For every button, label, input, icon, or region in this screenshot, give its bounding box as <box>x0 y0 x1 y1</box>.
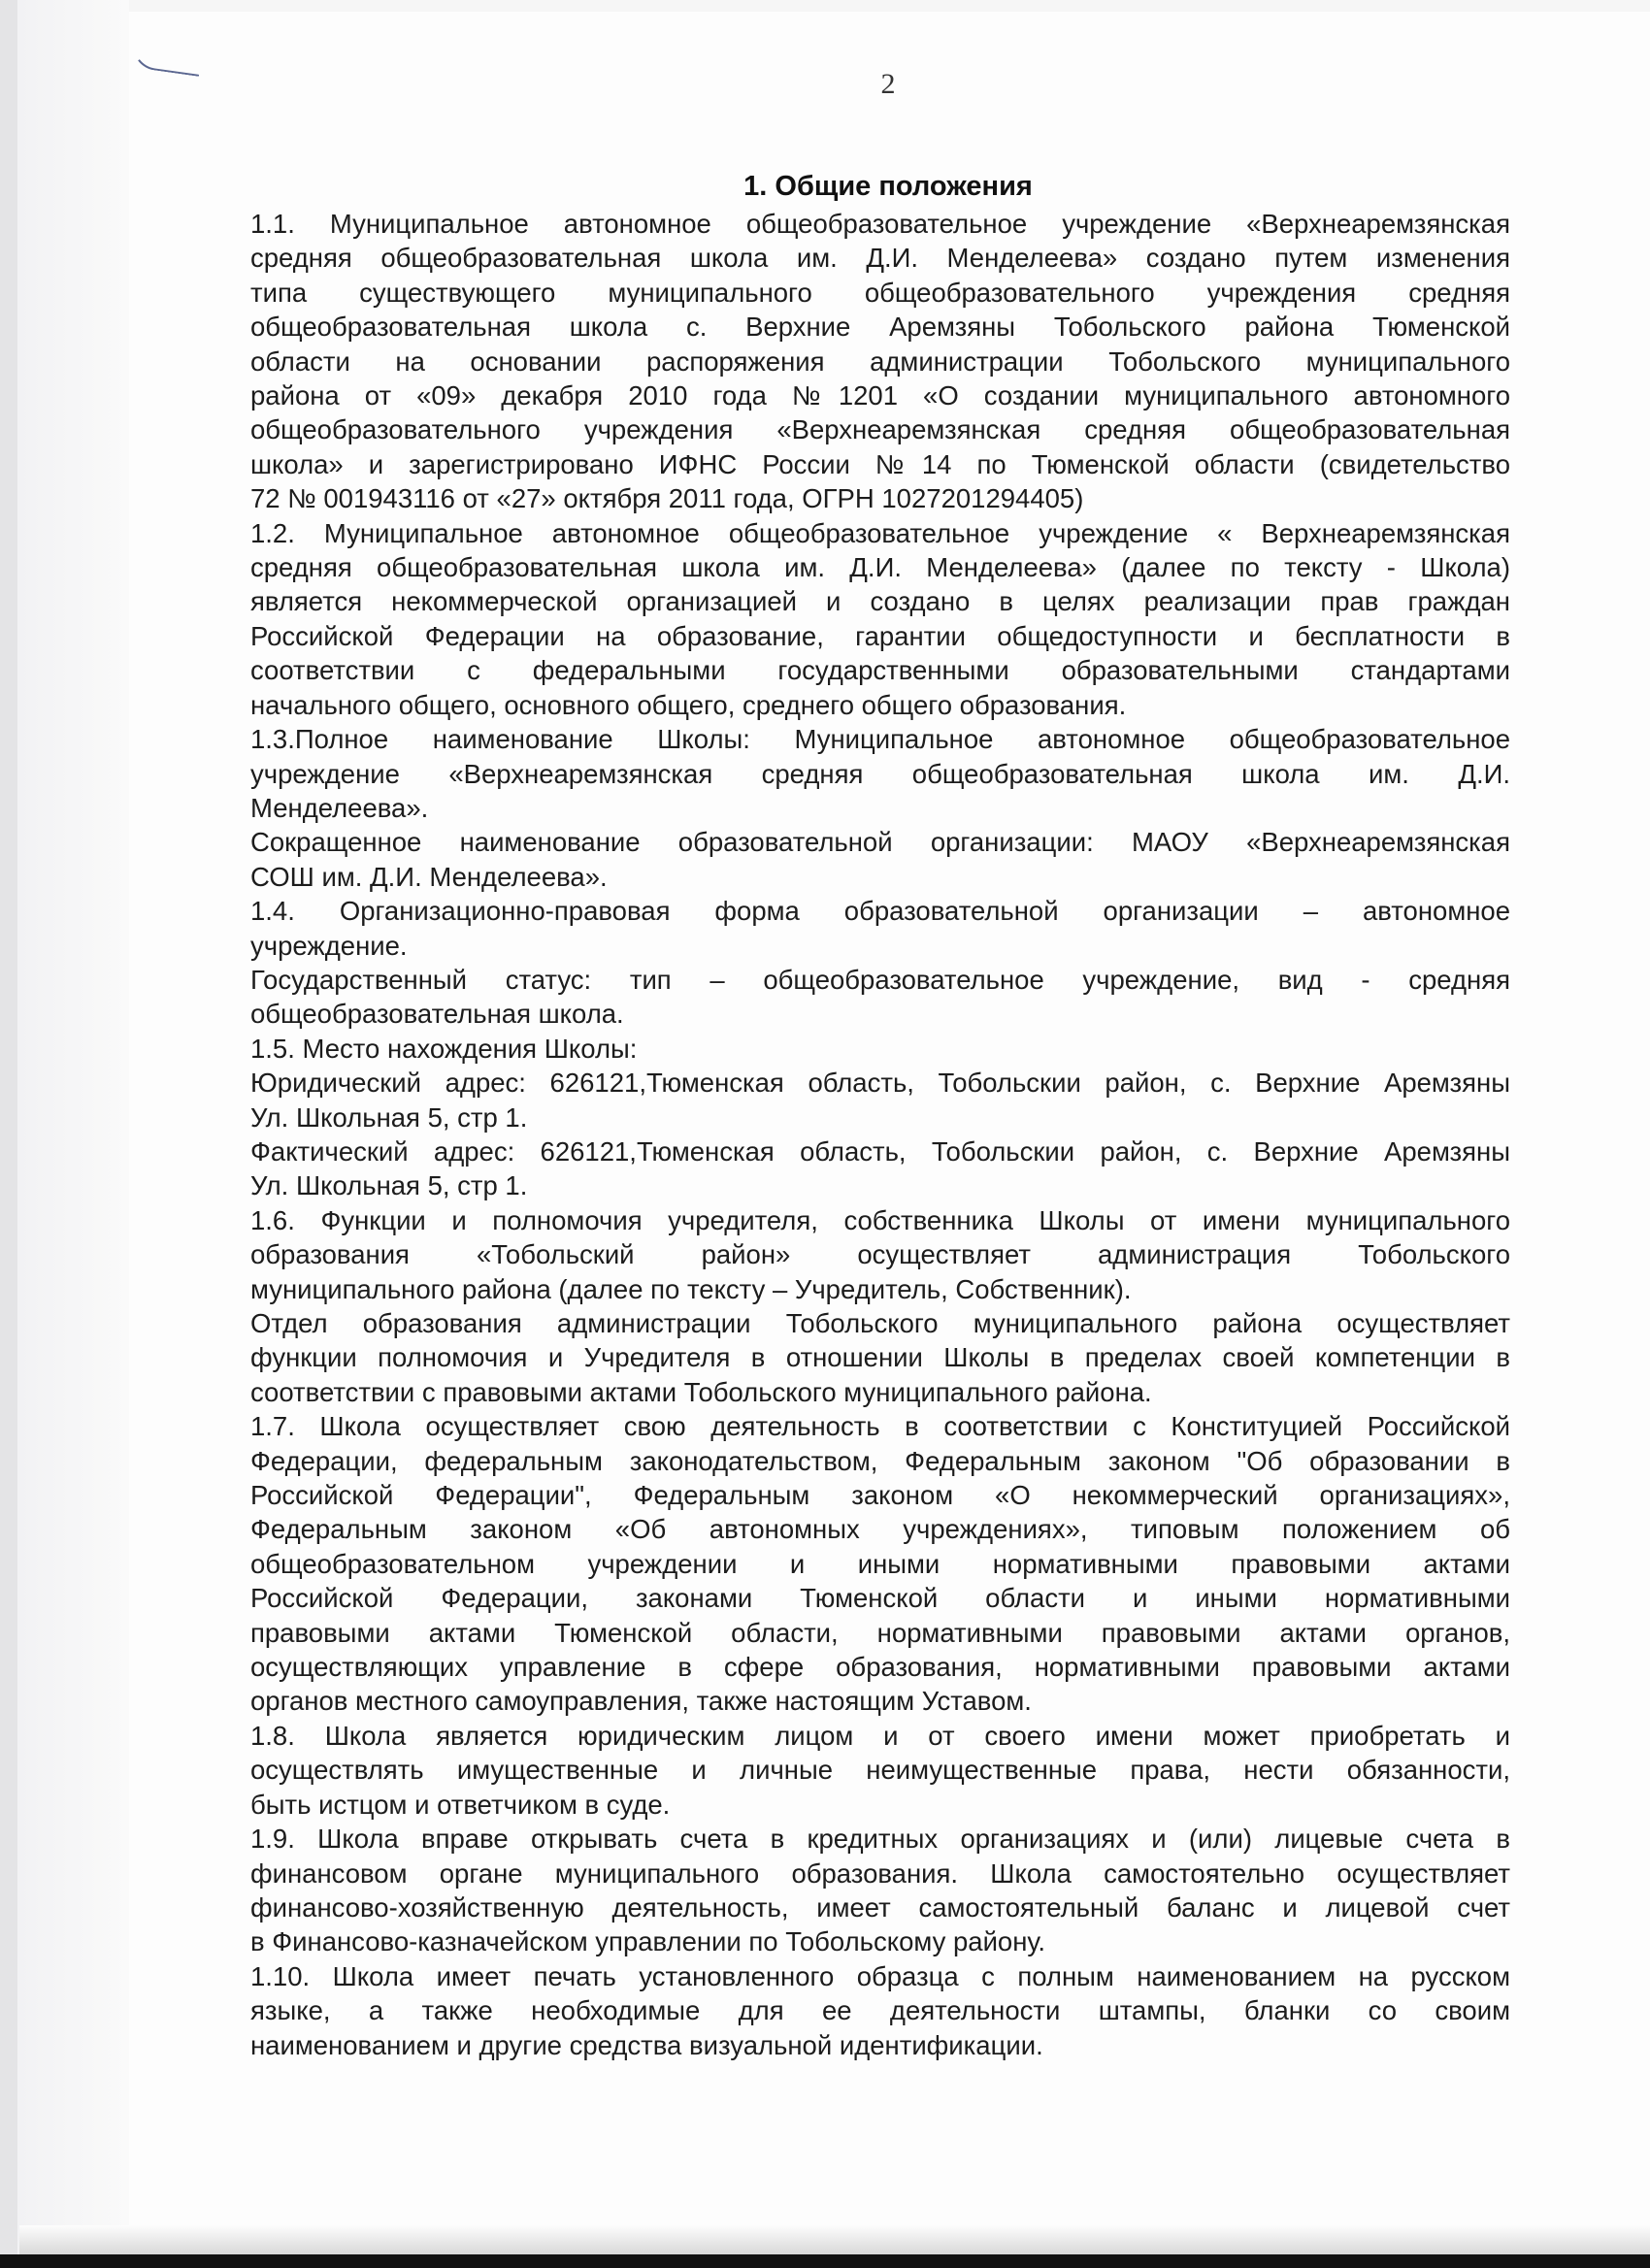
text-line: образования «Тобольский район» осуществляет администрация Тобольского <box>250 1239 1510 1270</box>
text-line: общеобразовательная школа. <box>250 999 624 1030</box>
text-line: Ул. Школьная 5, стр 1. <box>250 1101 528 1133</box>
text-line: быть истцом и ответчиком в суде. <box>250 1789 671 1820</box>
text-line: соответствии с федеральными государственными образовательными стандартами <box>250 655 1510 686</box>
text-line: начального общего, основного общего, среднего общего образования. <box>250 689 1127 720</box>
text-line: финансовом органе муниципального образования. Школа самостоятельно осуществляет <box>250 1857 1510 1889</box>
text-line: осуществляющих управление в сфере образования, нормативными правовыми актами <box>250 1652 1510 1683</box>
text-line: Отдел образования администрации Тобольского муниципального района осуществляет <box>250 1308 1510 1338</box>
text-line: типа существующего муниципального общеобразовательного учреждения средняя <box>250 277 1510 308</box>
paragraph <box>250 894 1510 963</box>
text-line: 1.5. Место нахождения Школы: <box>250 1033 638 1064</box>
paragraph <box>250 722 1510 825</box>
text-line: общеобразовательного учреждения «Верхнеаремзянская средняя общеобразовательная <box>250 414 1510 445</box>
text-line: органов местного самоуправления, также настоящим Уставом. <box>250 1686 1032 1717</box>
section-title: 1. Общие положения <box>743 171 1033 202</box>
paragraph <box>250 1032 1510 1066</box>
scan-left-edge <box>0 0 17 2268</box>
text-line: функции полномочия и Учредителя в отношении Школы в пределах своей компетенции в <box>250 1342 1510 1373</box>
paragraph <box>250 1822 1510 1959</box>
paragraph <box>250 963 1510 1032</box>
text-line: правовыми актами Тюменской области, нормативными правовыми актами органов, <box>250 1617 1510 1648</box>
paragraph <box>250 1203 1510 1306</box>
paragraph <box>250 1134 1510 1203</box>
document-body <box>250 207 1510 2062</box>
text-line: Российской Федерации на образование, гарантии общедоступности и бесплатности в <box>250 620 1510 651</box>
scan-bottom-shadow <box>19 2225 1650 2254</box>
paragraph <box>250 1409 1510 1719</box>
text-line: 1.8. Школа является юридическим лицом и от своего имени может приобретать и <box>250 1720 1510 1751</box>
text-line: района от «09» декабря 2010 года №1201 «О создании муниципального автономного <box>250 380 1510 411</box>
text-line: средняя общеобразовательная школа им. Д.И. Менделеева» создано путем изменения <box>250 243 1510 274</box>
text-line: 1.4. Организационно-правовая форма образовательной организации – автономное <box>250 896 1510 927</box>
paragraph <box>250 825 1510 894</box>
text-line: Сокращенное наименование образовательной организации: МАОУ «Верхнеаремзянская <box>250 827 1510 858</box>
text-line: 1.2. Муниципальное автономное общеобразовательное учреждение « Верхнеаремзянская <box>250 517 1510 548</box>
text-line: в Финансово-казначейском управлении по Тобольскому району. <box>250 1926 1046 1957</box>
paragraph <box>250 1306 1510 1409</box>
text-line: Российской Федерации, законами Тюменской области и иными нормативными <box>250 1583 1510 1614</box>
paragraph <box>250 1959 1510 2062</box>
text-line: 1.3.Полное наименование Школы: Муниципальное автономное общеобразовательное <box>250 724 1510 755</box>
text-line: финансово-хозяйственную деятельность, имеет самостоятельный баланс и лицевой счет <box>250 1891 1510 1923</box>
paragraph <box>250 207 1510 516</box>
text-line: 1.9. Школа вправе открывать счета в кредитных организациях и (или) лицевые счета в <box>250 1824 1510 1855</box>
text-line: учреждение. <box>250 930 408 961</box>
paragraph <box>250 1719 1510 1822</box>
text-line: 1.10. Школа имеет печать установленного образца с полным наименованием на русском <box>250 1960 1510 1991</box>
paragraph <box>250 1066 1510 1134</box>
text-line: СОШ им. Д.И. Менделеева». <box>250 861 608 892</box>
scan-binding-shadow <box>17 0 129 2268</box>
page-number: 2 <box>880 68 896 100</box>
paragraph <box>250 516 1510 722</box>
text-line: учреждение «Верхнеаремзянская средняя общеобразовательная школа им. Д.И. <box>250 758 1510 789</box>
text-line: соответствии с правовыми актами Тобольского муниципального района. <box>250 1376 1152 1407</box>
text-line: Юридический адрес: 626121,Тюменская область, Тобольскии район, с. Верхние Аремзяны <box>250 1068 1510 1099</box>
text-line: средняя общеобразовательная школа им. Д.И. Менделеева» (далее по тексту - Школа) <box>250 552 1510 583</box>
text-line: языке, а также необходимые для ее деятельности штампы, бланки со своим <box>250 1995 1510 2026</box>
scan-top-edge <box>0 0 1650 12</box>
text-line: Фактический адрес: 626121,Тюменская область, Тобольскии район, с. Верхние Аремзяны <box>250 1135 1510 1167</box>
text-line: является некоммерческой организацией и создано в целях реализации прав граждан <box>250 586 1510 617</box>
text-line: Государственный статус: тип – общеобразовательное учреждение, вид - средняя <box>250 964 1510 995</box>
text-line: общеобразовательном учреждении и иными нормативными правовыми актами <box>250 1548 1510 1579</box>
text-line: Менделеева». <box>250 792 429 823</box>
text-line: школа» и зарегистрировано ИФНС России №14 по Тюменской области (свидетельство <box>250 448 1510 479</box>
text-line: наименованием и другие средства визуальной идентификации. <box>250 2029 1043 2060</box>
text-line: муниципального района (далее по тексту – Учредитель, Собственник). <box>250 1273 1132 1304</box>
text-line: осуществлять имущественные и личные неимущественные права, нести обязанности, <box>250 1755 1510 1786</box>
text-line: области на основании распоряжения администрации Тобольского муниципального <box>250 345 1510 377</box>
text-line: Федерации, федеральным законодательством, Федеральным законом "Об образовании в <box>250 1445 1510 1476</box>
text-line: Ул. Школьная 5, стр 1. <box>250 1170 528 1201</box>
text-line: 72 № 001943116 от «27» октября 2011 года, ОГРН 1027201294405) <box>250 483 1084 514</box>
text-line: Федеральным законом «Об автономных учреждениях», типовым положением об <box>250 1514 1510 1545</box>
scan-bottom-edge <box>0 2254 1650 2268</box>
text-line: 1.1. Муниципальное автономное общеобразовательное учреждение «Верхнеаремзянская <box>250 209 1510 239</box>
text-line: Российской Федерации", Федеральным законом «О некоммерческий организациях», <box>250 1480 1510 1511</box>
text-line: общеобразовательная школа с. Верхние Аремзяны Тобольского района Тюменской <box>250 312 1510 343</box>
text-line: 1.7. Школа осуществляет свою деятельность в соответствии с Конституцией Российской <box>250 1411 1510 1442</box>
text-line: 1.6. Функции и полномочия учредителя, собственника Школы от имени муниципального <box>250 1204 1510 1235</box>
